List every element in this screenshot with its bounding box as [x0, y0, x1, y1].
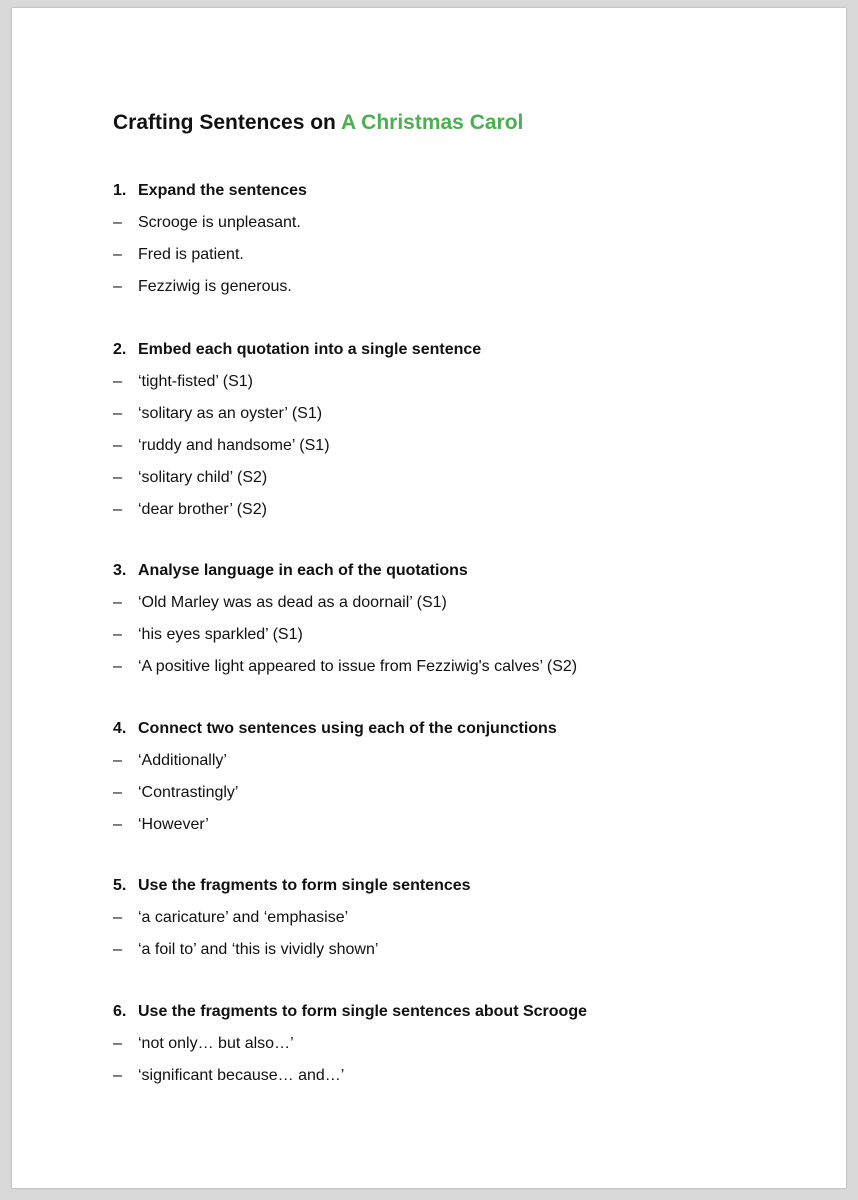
dash-bullet: – — [113, 816, 122, 833]
dash-bullet: – — [113, 1035, 122, 1052]
section-heading — [113, 713, 813, 745]
section-heading-text: Analyse language in each of the quotations — [138, 562, 468, 579]
list-item — [113, 651, 813, 683]
section-heading-text: Use the fragments to form single sentences — [138, 877, 471, 894]
list-item — [113, 366, 813, 398]
section-number: 1. — [113, 182, 127, 199]
section-6 — [113, 996, 813, 1092]
dash-bullet: – — [113, 469, 122, 486]
section-4 — [113, 713, 813, 841]
list-item-text: ‘However’ — [138, 816, 209, 833]
section-1 — [113, 175, 813, 303]
section-heading — [113, 334, 813, 366]
list-item-text: ‘significant because… and…’ — [138, 1067, 345, 1084]
dash-bullet: – — [113, 501, 122, 518]
dash-bullet: – — [113, 214, 122, 231]
dash-bullet: – — [113, 626, 122, 643]
list-item-text: ‘not only… but also…’ — [138, 1035, 294, 1052]
list-item-text: ‘Contrastingly’ — [138, 784, 239, 801]
section-heading-text: Connect two sentences using each of the conjunctions — [138, 720, 557, 737]
section-number: 4. — [113, 720, 127, 737]
document-page — [12, 8, 846, 1188]
list-item — [113, 934, 813, 966]
list-item-text: ‘solitary child’ (S2) — [138, 469, 268, 486]
list-item-text: ‘a caricature’ and ‘emphasise’ — [138, 909, 349, 926]
dash-bullet: – — [113, 373, 122, 390]
list-item-text: ‘Additionally’ — [138, 752, 227, 769]
list-item-text: ‘a foil to’ and ‘this is vividly shown’ — [138, 941, 379, 958]
list-item — [113, 462, 813, 494]
list-item-text: ‘tight-fisted’ (S1) — [138, 373, 253, 390]
list-item-text: ‘ruddy and handsome’ (S1) — [138, 437, 330, 454]
list-item — [113, 1028, 813, 1060]
list-item — [113, 902, 813, 934]
section-3 — [113, 555, 813, 683]
list-item — [113, 271, 813, 303]
list-item — [113, 398, 813, 430]
section-heading — [113, 870, 813, 902]
section-5 — [113, 870, 813, 966]
list-item — [113, 494, 813, 526]
dash-bullet: – — [113, 437, 122, 454]
dash-bullet: – — [113, 246, 122, 263]
list-item-text: ‘A positive light appeared to issue from Fezziwig's calves’ (S2) — [138, 658, 578, 675]
page-title — [113, 111, 523, 135]
section-2 — [113, 334, 813, 526]
section-heading — [113, 175, 813, 207]
section-number: 6. — [113, 1003, 127, 1020]
section-number: 3. — [113, 562, 127, 579]
list-item — [113, 207, 813, 239]
list-item-text: ‘dear brother’ (S2) — [138, 501, 267, 518]
section-heading — [113, 996, 813, 1028]
list-item — [113, 1060, 813, 1092]
list-item — [113, 430, 813, 462]
dash-bullet: – — [113, 784, 122, 801]
list-item — [113, 809, 813, 841]
list-item — [113, 587, 813, 619]
list-item — [113, 619, 813, 651]
section-heading-text: Embed each quotation into a single sentence — [138, 341, 482, 358]
dash-bullet: – — [113, 941, 122, 958]
dash-bullet: – — [113, 909, 122, 926]
section-heading-text: Expand the sentences — [138, 182, 307, 199]
title-main: Crafting Sentences on — [113, 111, 341, 134]
list-item-text: Fezziwig is generous. — [138, 278, 292, 295]
dash-bullet: – — [113, 278, 122, 295]
list-item-text: Scrooge is unpleasant. — [138, 214, 301, 231]
dash-bullet: – — [113, 405, 122, 422]
list-item-text: ‘solitary as an oyster’ (S1) — [138, 405, 323, 422]
dash-bullet: – — [113, 594, 122, 611]
list-item — [113, 745, 813, 777]
section-number: 5. — [113, 877, 127, 894]
section-number: 2. — [113, 341, 127, 358]
dash-bullet: – — [113, 1067, 122, 1084]
list-item-text: Fred is patient. — [138, 246, 244, 263]
list-item-text: ‘Old Marley was as dead as a doornail’ (S1) — [138, 594, 447, 611]
list-item — [113, 777, 813, 809]
section-heading-text: Use the fragments to form single sentences about Scrooge — [138, 1003, 587, 1020]
list-item-text: ‘his eyes sparkled’ (S1) — [138, 626, 303, 643]
dash-bullet: – — [113, 752, 122, 769]
dash-bullet: – — [113, 658, 122, 675]
title-accent: A Christmas Carol — [340, 111, 524, 134]
section-heading — [113, 555, 813, 587]
list-item — [113, 239, 813, 271]
